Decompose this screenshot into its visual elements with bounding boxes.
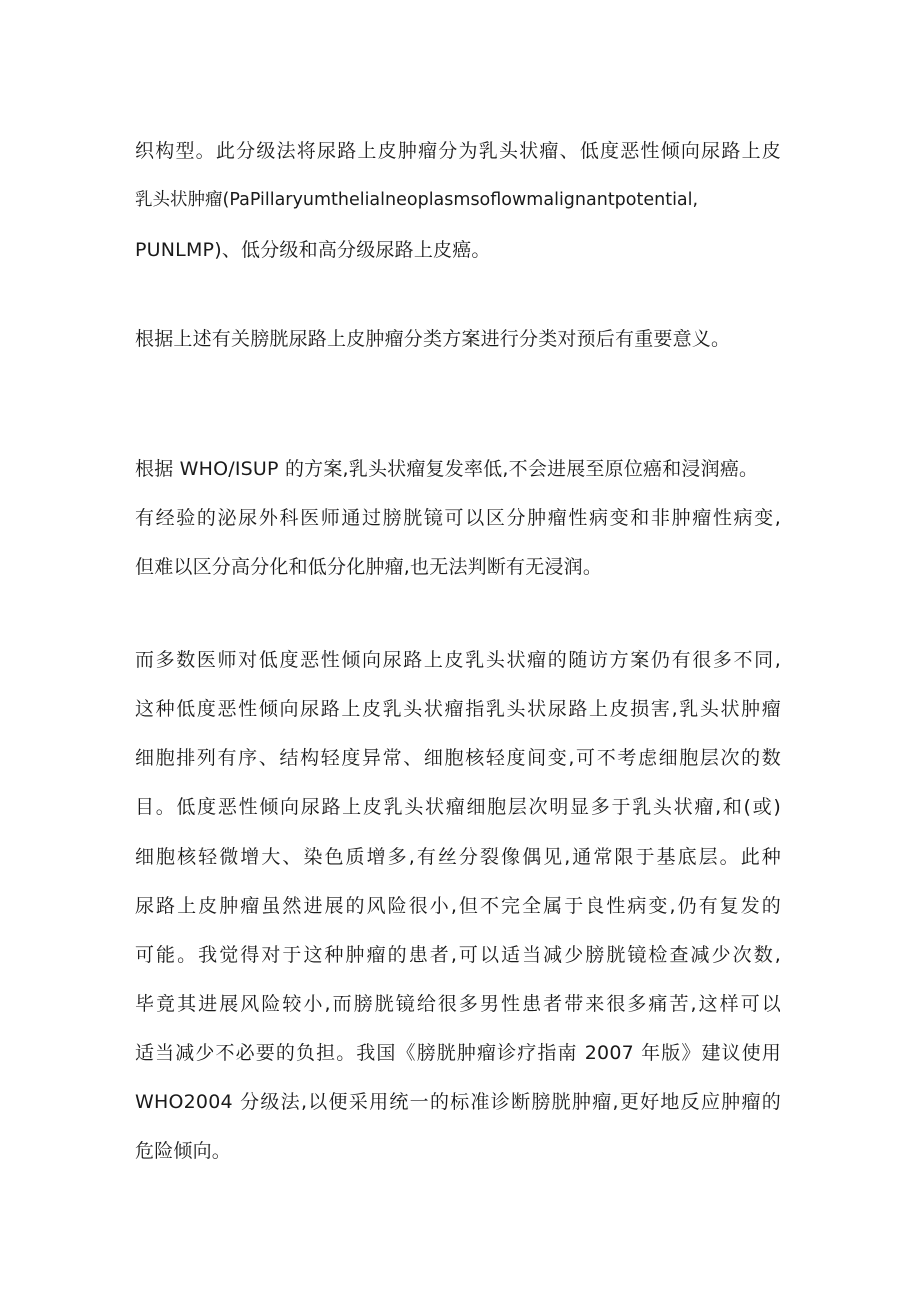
paragraph-4-line-9: 适当减少不必要的负担。我国《膀胱肿瘤诊疗指南 2007 年版》建议使用 — [135, 1042, 781, 1064]
paragraph-1-line-1: 织构型。此分级法将尿路上皮肿瘤分为乳头状瘤、低度恶性倾向尿路上皮 — [135, 140, 781, 162]
paragraph-4-line-10: WHO2004 分级法,以便采用统一的标准诊断膀胱肿瘤,更好地反应肿瘤的 — [135, 1091, 781, 1113]
paragraph-1-line-3: PUNLMP)、低分级和高分级尿路上皮癌。 — [135, 239, 491, 261]
paragraph-1-line-2: 乳头状肿瘤(PaPillaryumthelialneoplasmsoflowmalignantpotential, — [135, 190, 699, 210]
paragraph-3-line-2: 有经验的泌尿外科医师通过膀胱镜可以区分肿瘤性病变和非肿瘤性病变, — [135, 507, 781, 529]
paragraph-4-line-3: 细胞排列有序、结构轻度异常、细胞核轻度间变,可不考虑细胞层次的数 — [135, 747, 781, 769]
paragraph-4-line-5: 细胞核轻微增大、染色质增多,有丝分裂像偶见,通常限于基底层。此种 — [135, 846, 781, 868]
paragraph-3-line-1: 根据 WHO/ISUP 的方案,乳头状瘤复发率低,不会进展至原位癌和浸润癌。 — [135, 458, 759, 480]
paragraph-4-line-8: 毕竟其进展风险较小,而膀胱镜给很多男性患者带来很多痛苦,这样可以 — [135, 993, 781, 1015]
paragraph-4-line-1: 而多数医师对低度恶性倾向尿路上皮乳头状瘤的随访方案仍有很多不同, — [135, 649, 781, 671]
paragraph-4-line-4: 目。低度恶性倾向尿路上皮乳头状瘤细胞层次明显多于乳头状瘤,和(或) — [135, 796, 781, 818]
paragraph-4-line-11: 危险倾向。 — [135, 1140, 232, 1162]
paragraph-4-line-6: 尿路上皮肿瘤虽然进展的风险很小,但不完全属于良性病变,仍有复发的 — [135, 895, 781, 917]
paragraph-4-line-7: 可能。我觉得对于这种肿瘤的患者,可以适当减少膀胱镜检查减少次数, — [135, 944, 781, 966]
paragraph-2-line-1: 根据上述有关膀胱尿路上皮肿瘤分类方案进行分类对预后有重要意义。 — [135, 328, 731, 350]
paragraph-4-line-2: 这种低度恶性倾向尿路上皮乳头状瘤指乳头状尿路上皮损害,乳头状肿瘤 — [135, 698, 781, 720]
paragraph-3-line-3: 但难以区分高分化和低分化肿瘤,也无法判断有无浸润。 — [135, 556, 603, 578]
